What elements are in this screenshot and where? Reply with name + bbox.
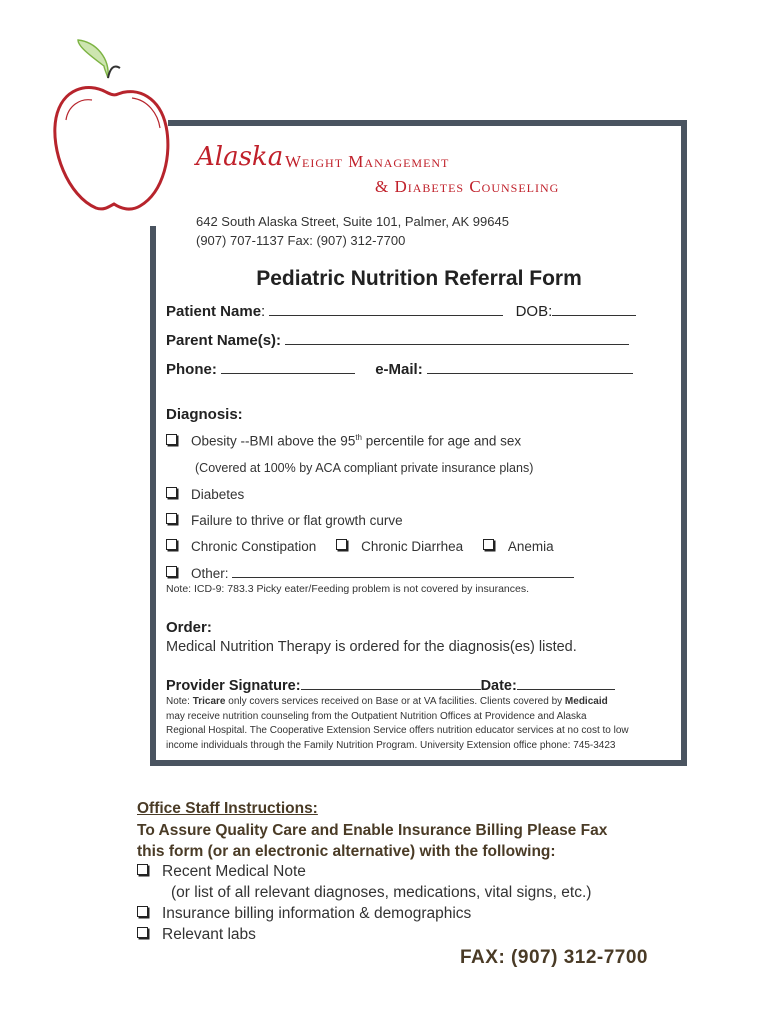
leaf-icon	[78, 40, 108, 78]
office-instructions	[137, 798, 607, 863]
order-text: Medical Nutrition Therapy is ordered for the diagnosis(es) listed.	[166, 639, 577, 655]
note-d: income individuals through the Family Nutrition Program. University Extension office phone: 745-3423	[166, 739, 616, 751]
obesity-checkbox[interactable]	[166, 434, 177, 445]
failure-checkbox[interactable]	[166, 513, 177, 524]
other-checkbox[interactable]	[166, 566, 177, 577]
diabetes-item	[166, 487, 244, 502]
signature-field[interactable]	[301, 677, 481, 690]
medicaid: Medicaid	[564, 696, 608, 707]
parent-row	[166, 332, 629, 349]
contact: (907) 707-1137 Fax: (907) 312-7700	[196, 233, 406, 248]
diabetes-checkbox[interactable]	[166, 487, 177, 498]
fax-number: FAX: (907) 312-7700	[460, 947, 648, 968]
note-c: Regional Hospital. The Cooperative Extension Service offers nutrition educator services at no cost to low	[166, 725, 629, 736]
office-item-3	[137, 926, 256, 944]
office-line-2: this form (or an electronic alternative) with the following:	[137, 843, 556, 860]
anemia-checkbox[interactable]	[483, 539, 494, 550]
tricare: Tricare	[192, 696, 226, 707]
icd-note: Note: ICD-9: 783.3 Picky eater/Feeding problem is not covered by insurances.	[166, 583, 530, 595]
frame-right	[681, 120, 687, 766]
conditions-row	[166, 539, 554, 554]
dob-field[interactable]	[552, 303, 636, 316]
apple-logo	[48, 38, 178, 218]
phone-row	[166, 361, 633, 378]
item3-label: Relevant labs	[162, 926, 256, 943]
item2-label: Insurance billing information & demographics	[162, 905, 472, 922]
brand-name: Alaska	[196, 142, 284, 172]
parent-label: Parent Name(s):	[166, 332, 282, 349]
brand-line-1: Weight Management	[285, 152, 450, 171]
note-a: only covers services received on Base or at VA facilities. Clients covered by	[225, 696, 565, 707]
address-block	[196, 212, 509, 250]
coverage-note	[166, 695, 678, 753]
diabetes-label: Diabetes	[191, 487, 245, 502]
brand-line-2: & Diabetes Counseling	[375, 177, 560, 196]
address: 642 South Alaska Street, Suite 101, Palmer, AK 99645	[196, 214, 509, 229]
obesity-note: (Covered at 100% by ACA compliant private insurance plans)	[195, 461, 534, 475]
dob-label: DOB:	[515, 303, 553, 320]
obesity-label: Obesity --BMI above the 95	[191, 433, 356, 449]
office-item-2	[137, 905, 471, 923]
constipation-label: Chronic Constipation	[191, 539, 317, 554]
other-field[interactable]	[232, 565, 574, 578]
failure-item	[166, 513, 403, 528]
patient-name-field[interactable]	[269, 303, 503, 316]
signature-row	[166, 677, 615, 694]
order-label: Order:	[166, 619, 212, 636]
date-field[interactable]	[517, 677, 615, 690]
parent-name-field[interactable]	[285, 332, 629, 345]
diarrhea-checkbox[interactable]	[336, 539, 347, 550]
item1-label: Recent Medical Note	[162, 863, 306, 880]
other-label: Other:	[191, 566, 229, 581]
patient-label: Patient Name	[166, 303, 262, 320]
obesity-sup: th	[355, 433, 362, 442]
office-line-1: To Assure Quality Care and Enable Insurance Billing Please Fax	[137, 821, 608, 839]
email-label: e-Mail:	[375, 361, 423, 378]
frame-left	[150, 226, 156, 766]
office-item-1-sub: (or list of all relevant diagnoses, medications, vital signs, etc.)	[171, 884, 592, 901]
constipation-checkbox[interactable]	[166, 539, 177, 550]
signature-label: Provider Signature:	[166, 678, 301, 694]
item2-checkbox[interactable]	[137, 906, 148, 917]
obesity-tail: percentile for age and sex	[362, 433, 522, 449]
note-prefix: Note:	[166, 696, 193, 707]
other-item	[166, 565, 574, 581]
phone-label: Phone:	[166, 361, 217, 378]
patient-row: Patient Name: DOB:	[166, 303, 636, 320]
obesity-item	[166, 433, 521, 449]
office-heading: Office Staff Instructions:	[137, 800, 318, 817]
diagnosis-label: Diagnosis:	[166, 406, 243, 423]
failure-label: Failure to thrive or flat growth curve	[191, 513, 403, 528]
diarrhea-label: Chronic Diarrhea	[361, 539, 464, 554]
office-item-1	[137, 863, 306, 881]
note-b: may receive nutrition counseling from the Outpatient Nutrition Offices at Providence and Alaska	[166, 710, 587, 722]
date-label: Date:	[480, 678, 517, 694]
item1-checkbox[interactable]	[137, 864, 148, 875]
phone-field[interactable]	[221, 361, 355, 374]
frame-top	[168, 120, 687, 126]
form-title: Pediatric Nutrition Referral Form	[256, 267, 582, 290]
frame-bottom	[150, 760, 687, 766]
email-field[interactable]	[427, 361, 633, 374]
item3-checkbox[interactable]	[137, 927, 148, 938]
anemia-label: Anemia	[507, 539, 554, 554]
